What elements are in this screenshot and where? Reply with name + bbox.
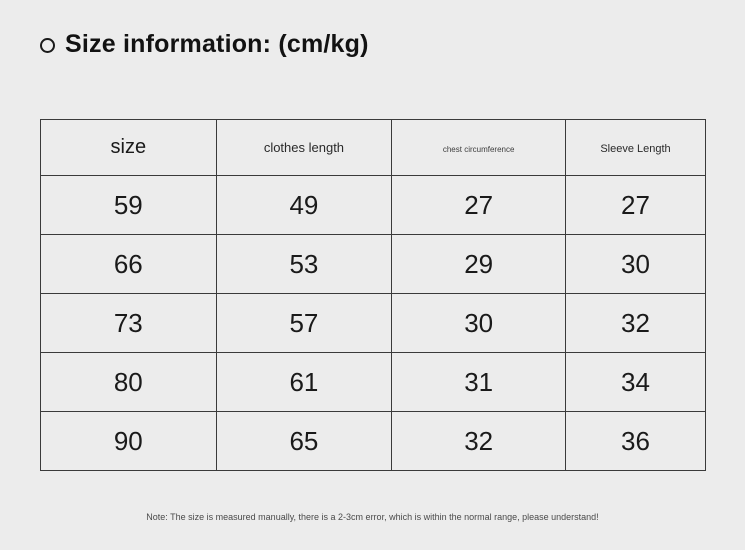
header-label-sleeve-length: Sleeve Length bbox=[600, 142, 671, 155]
table-cell bbox=[41, 353, 217, 412]
cell-value: 53 bbox=[289, 248, 319, 279]
table-cell bbox=[566, 176, 706, 235]
table-cell bbox=[41, 294, 217, 353]
table-header-cell-clothes-length bbox=[216, 120, 392, 176]
cell-value: 29 bbox=[464, 248, 494, 279]
table-header-cell-chest-circumference bbox=[392, 120, 566, 176]
header-label-clothes-length: clothes length bbox=[263, 139, 345, 155]
table-cell bbox=[566, 235, 706, 294]
cell-value: 61 bbox=[289, 366, 319, 397]
cell-value: 73 bbox=[113, 307, 143, 338]
table-cell bbox=[392, 353, 566, 412]
table-cell bbox=[41, 412, 217, 471]
table-cell bbox=[566, 412, 706, 471]
cell-value: 49 bbox=[289, 189, 319, 220]
table-row bbox=[41, 353, 706, 412]
page-title-text: Size information: (cm/kg) bbox=[65, 30, 369, 58]
cell-value: 65 bbox=[289, 425, 319, 456]
table-cell bbox=[566, 353, 706, 412]
table-cell bbox=[566, 294, 706, 353]
table-cell bbox=[392, 235, 566, 294]
table-header-cell-sleeve-length bbox=[566, 120, 706, 176]
table-cell bbox=[216, 294, 392, 353]
table-row bbox=[41, 176, 706, 235]
cell-value: 31 bbox=[464, 366, 494, 397]
measurement-note: Note: The size is measured manually, there is a 2-3cm error, which is within the normal range, please understand! bbox=[146, 512, 599, 522]
table-cell bbox=[216, 235, 392, 294]
cell-value: 66 bbox=[113, 248, 143, 279]
cell-value: 30 bbox=[621, 248, 650, 279]
table-cell bbox=[41, 176, 217, 235]
table-header-cell-size bbox=[41, 120, 217, 176]
circle-outline-icon bbox=[40, 38, 55, 53]
table-cell bbox=[392, 412, 566, 471]
size-table bbox=[40, 119, 706, 471]
table-header-row bbox=[41, 120, 706, 176]
cell-value: 80 bbox=[113, 366, 143, 397]
table-cell bbox=[41, 235, 217, 294]
table-cell bbox=[216, 353, 392, 412]
table-row bbox=[41, 235, 706, 294]
cell-value: 27 bbox=[464, 189, 494, 220]
header-label-size: size bbox=[110, 136, 147, 158]
table-row bbox=[41, 294, 706, 353]
table-cell bbox=[392, 294, 566, 353]
cell-value: 90 bbox=[113, 425, 143, 456]
cell-value: 32 bbox=[464, 425, 494, 456]
cell-value: 27 bbox=[621, 189, 650, 220]
table-cell bbox=[216, 176, 392, 235]
cell-value: 57 bbox=[289, 307, 319, 338]
table-cell bbox=[392, 176, 566, 235]
header-label-chest-circumference: chest circumference bbox=[442, 144, 515, 154]
page-title bbox=[40, 30, 369, 59]
cell-value: 32 bbox=[621, 307, 650, 338]
cell-value: 34 bbox=[621, 366, 650, 397]
cell-value: 36 bbox=[621, 425, 650, 456]
cell-value: 30 bbox=[464, 307, 494, 338]
cell-value: 59 bbox=[113, 189, 143, 220]
table-row bbox=[41, 412, 706, 471]
table-cell bbox=[216, 412, 392, 471]
